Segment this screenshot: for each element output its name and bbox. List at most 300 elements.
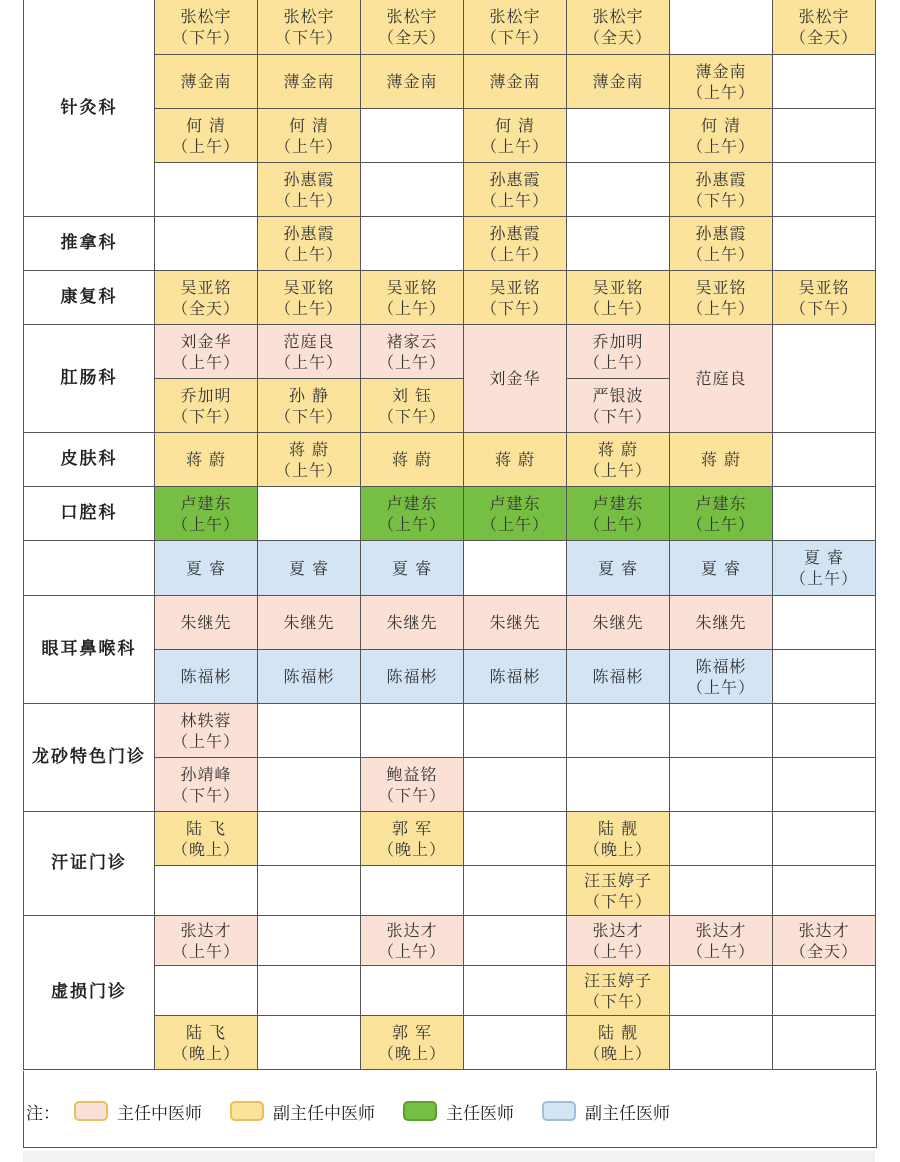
doctor-cell xyxy=(155,812,258,866)
empty-cell xyxy=(464,966,567,1016)
shift-time: （下午） xyxy=(171,28,240,47)
doctor-cell xyxy=(567,325,670,379)
doctor-name: 何 清 xyxy=(288,115,330,135)
doctor-cell xyxy=(361,325,464,379)
doctor-cell xyxy=(155,704,258,758)
doctor-cell xyxy=(464,325,567,433)
doctor-name: 陆 飞 xyxy=(185,818,227,838)
empty-cell xyxy=(773,487,876,541)
doctor-name: 蒋 蔚 xyxy=(288,439,330,459)
doctor-name: 张松宇 xyxy=(489,7,541,26)
shift-time: （下午） xyxy=(171,406,240,426)
shift-time: （晚上） xyxy=(583,1043,652,1063)
legend-item xyxy=(542,1099,670,1124)
shift-time: （上午） xyxy=(686,677,755,697)
empty-cell xyxy=(773,163,876,217)
doctor-cell xyxy=(258,541,361,596)
legend-label: 副主任医师 xyxy=(585,1103,670,1124)
doctor-name: 薄金南 xyxy=(283,72,335,91)
empty-cell xyxy=(773,966,876,1016)
shift-time: （晚上） xyxy=(377,839,446,859)
empty-cell xyxy=(361,966,464,1016)
shift-time: （全天） xyxy=(377,28,446,47)
shift-time: （下午） xyxy=(274,406,343,426)
doctor-cell xyxy=(361,0,464,55)
doctor-cell xyxy=(361,650,464,704)
doctor-cell xyxy=(258,379,361,433)
schedule-row xyxy=(24,0,876,55)
doctor-cell xyxy=(361,1016,464,1070)
doctor-cell xyxy=(670,487,773,541)
empty-cell xyxy=(567,163,670,217)
legend-items xyxy=(74,1099,698,1124)
legend-label: 主任医师 xyxy=(446,1103,514,1124)
empty-cell xyxy=(464,758,567,812)
department-name: 康复科 xyxy=(60,287,118,307)
shift-time: （上午） xyxy=(171,136,240,156)
doctor-name: 薄金南 xyxy=(592,72,644,91)
doctor-name: 薄金南 xyxy=(695,61,747,81)
doctor-name: 蒋 蔚 xyxy=(391,450,433,469)
empty-cell xyxy=(361,866,464,916)
shift-time: （晚上） xyxy=(583,839,652,859)
doctor-name: 范庭良 xyxy=(695,369,747,388)
doctor-cell xyxy=(258,217,361,271)
doctor-cell xyxy=(258,596,361,650)
doctor-cell xyxy=(670,433,773,487)
schedule-row xyxy=(24,916,876,966)
shift-time: （上午） xyxy=(274,190,343,210)
shift-time: （上午） xyxy=(686,244,755,264)
shift-time: （上午） xyxy=(274,460,343,480)
shift-time: （上午） xyxy=(686,298,755,318)
shift-time: （下午） xyxy=(583,406,652,426)
doctor-name: 刘金华 xyxy=(180,331,232,351)
doctor-name: 陈福彬 xyxy=(283,667,335,686)
doctor-name: 朱继先 xyxy=(695,613,747,632)
shift-time: （全天） xyxy=(789,941,858,961)
empty-cell xyxy=(567,217,670,271)
empty-cell xyxy=(464,704,567,758)
empty-cell xyxy=(464,541,567,596)
shift-time: （上午） xyxy=(171,941,240,961)
department-name: 推拿科 xyxy=(60,233,118,253)
doctor-cell xyxy=(567,541,670,596)
empty-cell xyxy=(567,758,670,812)
empty-cell xyxy=(773,325,876,433)
empty-cell xyxy=(773,758,876,812)
legend-swatch xyxy=(542,1101,576,1121)
doctor-name: 张达才 xyxy=(798,920,850,940)
schedule-row xyxy=(24,812,876,866)
shift-time: （上午） xyxy=(686,514,755,534)
legend-note: 注： xyxy=(26,1103,60,1124)
empty-cell xyxy=(361,109,464,163)
shift-time: （上午） xyxy=(480,514,549,534)
department-cell xyxy=(24,704,155,812)
doctor-name: 薄金南 xyxy=(180,72,232,91)
doctor-name: 卢建东 xyxy=(180,493,232,513)
shift-time: （下午） xyxy=(171,785,240,805)
doctor-name: 乔加明 xyxy=(180,385,232,405)
shift-time: （下午） xyxy=(377,785,446,805)
shift-time: （上午） xyxy=(480,136,549,156)
department-name: 肛肠科 xyxy=(60,368,118,388)
doctor-name: 陈福彬 xyxy=(489,667,541,686)
doctor-cell xyxy=(258,433,361,487)
doctor-name: 陈福彬 xyxy=(180,667,232,686)
shift-time: （全天） xyxy=(583,28,652,47)
doctor-cell xyxy=(773,916,876,966)
empty-cell xyxy=(258,812,361,866)
empty-cell xyxy=(773,650,876,704)
doctor-cell xyxy=(361,433,464,487)
doctor-cell xyxy=(155,596,258,650)
shift-time: （下午） xyxy=(789,298,858,318)
doctor-cell xyxy=(361,758,464,812)
doctor-name: 何 清 xyxy=(700,115,742,135)
schedule-body xyxy=(24,0,876,1070)
doctor-cell xyxy=(567,271,670,325)
doctor-cell xyxy=(155,758,258,812)
department-cell xyxy=(24,487,155,541)
doctor-cell xyxy=(464,0,567,55)
empty-cell xyxy=(773,55,876,109)
doctor-name: 孙惠霞 xyxy=(283,223,335,243)
shift-time: （全天） xyxy=(789,28,858,47)
doctor-cell xyxy=(567,596,670,650)
shift-time: （上午） xyxy=(583,941,652,961)
doctor-cell xyxy=(670,109,773,163)
doctor-name: 蒋 蔚 xyxy=(494,450,536,469)
legend-item xyxy=(74,1099,202,1124)
doctor-name: 张松宇 xyxy=(798,7,850,26)
doctor-name: 鲍益铭 xyxy=(386,764,438,784)
shift-time: （上午） xyxy=(377,352,446,372)
doctor-cell xyxy=(670,163,773,217)
doctor-cell xyxy=(464,55,567,109)
doctor-cell xyxy=(464,650,567,704)
doctor-name: 夏 睿 xyxy=(391,558,433,578)
shift-time: （上午） xyxy=(789,569,858,588)
legend-swatch xyxy=(230,1101,264,1121)
empty-cell xyxy=(670,966,773,1016)
shift-time: （上午） xyxy=(583,460,652,480)
doctor-name: 林轶蓉 xyxy=(180,710,232,730)
doctor-cell xyxy=(155,487,258,541)
empty-cell xyxy=(155,966,258,1016)
doctor-name: 孙惠霞 xyxy=(695,169,747,189)
doctor-cell xyxy=(670,596,773,650)
doctor-name: 孙惠霞 xyxy=(489,169,541,189)
department-cell xyxy=(24,325,155,433)
doctor-cell xyxy=(567,916,670,966)
empty-cell xyxy=(670,758,773,812)
doctor-name: 孙靖峰 xyxy=(180,764,232,784)
doctor-name: 朱继先 xyxy=(386,613,438,632)
doctor-name: 夏 睿 xyxy=(700,558,742,578)
doctor-cell xyxy=(567,866,670,916)
doctor-cell xyxy=(361,487,464,541)
shift-time: （上午） xyxy=(480,244,549,264)
empty-cell xyxy=(464,812,567,866)
doctor-cell xyxy=(155,541,258,596)
doctor-cell xyxy=(155,271,258,325)
empty-cell xyxy=(361,217,464,271)
doctor-name: 乔加明 xyxy=(592,331,644,351)
doctor-name: 卢建东 xyxy=(592,493,644,513)
shift-time: （下午） xyxy=(274,28,343,47)
doctor-cell xyxy=(567,966,670,1016)
doctor-cell xyxy=(361,916,464,966)
legend-label: 主任中医师 xyxy=(117,1103,202,1124)
empty-cell xyxy=(567,704,670,758)
shift-time: （上午） xyxy=(274,352,343,372)
doctor-cell xyxy=(567,812,670,866)
doctor-cell xyxy=(155,650,258,704)
empty-cell xyxy=(773,866,876,916)
doctor-cell xyxy=(567,1016,670,1070)
doctor-name: 张松宇 xyxy=(180,7,232,26)
doctor-cell xyxy=(361,271,464,325)
empty-cell xyxy=(773,433,876,487)
doctor-name: 何 清 xyxy=(185,115,227,135)
doctor-cell xyxy=(155,1016,258,1070)
empty-cell xyxy=(773,109,876,163)
shift-time: （下午） xyxy=(480,28,549,47)
shift-time: （上午） xyxy=(583,298,652,318)
doctor-cell xyxy=(361,812,464,866)
empty-cell xyxy=(258,1016,361,1070)
schedule-row xyxy=(24,596,876,650)
empty-cell xyxy=(464,916,567,966)
doctor-name: 蒋 蔚 xyxy=(185,450,227,469)
empty-cell xyxy=(361,704,464,758)
empty-cell xyxy=(258,916,361,966)
doctor-cell xyxy=(670,650,773,704)
empty-cell xyxy=(258,758,361,812)
doctor-name: 吴亚铭 xyxy=(489,277,541,297)
shift-time: （晚上） xyxy=(171,839,240,859)
doctor-name: 张松宇 xyxy=(283,7,335,26)
doctor-name: 卢建东 xyxy=(489,493,541,513)
department-name: 虚损门诊 xyxy=(51,982,127,1002)
doctor-name: 吴亚铭 xyxy=(283,277,335,297)
shift-time: （晚上） xyxy=(377,1043,446,1063)
doctor-cell xyxy=(155,55,258,109)
doctor-name: 薄金南 xyxy=(489,72,541,91)
doctor-cell xyxy=(258,163,361,217)
doctor-cell xyxy=(567,433,670,487)
doctor-cell xyxy=(361,596,464,650)
doctor-name: 张达才 xyxy=(386,920,438,940)
doctor-cell xyxy=(670,217,773,271)
schedule-row xyxy=(24,704,876,758)
doctor-name: 陈福彬 xyxy=(592,667,644,686)
doctor-name: 孙 静 xyxy=(288,385,330,405)
doctor-cell xyxy=(464,109,567,163)
department-cell xyxy=(24,596,155,704)
doctor-cell xyxy=(258,650,361,704)
shift-time: （上午） xyxy=(686,136,755,156)
shift-time: （下午） xyxy=(583,891,652,911)
doctor-cell xyxy=(258,55,361,109)
empty-cell xyxy=(567,109,670,163)
shift-time: （上午） xyxy=(274,298,343,318)
doctor-name: 孙惠霞 xyxy=(695,223,747,243)
empty-cell xyxy=(773,1016,876,1070)
doctor-name: 刘金华 xyxy=(489,369,541,388)
department-name: 龙砂特色门诊 xyxy=(32,747,146,767)
doctor-name: 张达才 xyxy=(592,920,644,940)
empty-cell xyxy=(773,812,876,866)
doctor-name: 朱继先 xyxy=(592,613,644,632)
legend-item xyxy=(403,1099,514,1124)
empty-cell xyxy=(670,812,773,866)
empty-cell xyxy=(258,704,361,758)
shift-time: （全天） xyxy=(171,298,240,318)
doctor-name: 严银波 xyxy=(592,385,644,405)
department-cell xyxy=(24,541,155,596)
schedule-row xyxy=(24,487,876,541)
empty-cell xyxy=(258,487,361,541)
department-cell xyxy=(24,217,155,271)
doctor-cell xyxy=(567,650,670,704)
doctor-cell xyxy=(567,0,670,55)
doctor-name: 郭 军 xyxy=(391,1022,433,1042)
department-name: 口腔科 xyxy=(60,503,118,523)
doctor-name: 薄金南 xyxy=(386,72,438,91)
doctor-name: 夏 睿 xyxy=(597,558,639,578)
empty-cell xyxy=(670,866,773,916)
empty-cell xyxy=(155,217,258,271)
shift-time: （上午） xyxy=(686,82,755,102)
empty-cell xyxy=(155,163,258,217)
schedule-table xyxy=(23,0,876,1070)
department-cell xyxy=(24,271,155,325)
bottom-bar xyxy=(23,1151,875,1162)
doctor-name: 朱继先 xyxy=(283,613,335,632)
shift-time: （下午） xyxy=(686,190,755,210)
department-name: 汗证门诊 xyxy=(51,853,127,873)
doctor-cell xyxy=(773,541,876,596)
legend-label: 副主任中医师 xyxy=(273,1103,375,1124)
department-cell xyxy=(24,812,155,916)
shift-time: （下午） xyxy=(583,991,652,1011)
doctor-name: 陆 靓 xyxy=(597,818,639,838)
doctor-name: 张松宇 xyxy=(386,7,438,26)
doctor-name: 卢建东 xyxy=(695,493,747,513)
department-name: 皮肤科 xyxy=(60,449,118,469)
doctor-name: 孙惠霞 xyxy=(489,223,541,243)
doctor-name: 陆 飞 xyxy=(185,1022,227,1042)
doctor-cell xyxy=(670,55,773,109)
doctor-name: 何 清 xyxy=(494,115,536,135)
doctor-name: 蒋 蔚 xyxy=(597,439,639,459)
doctor-name: 朱继先 xyxy=(180,613,232,632)
doctor-cell xyxy=(258,325,361,379)
doctor-cell xyxy=(567,55,670,109)
doctor-cell xyxy=(464,596,567,650)
doctor-name: 吴亚铭 xyxy=(386,277,438,297)
shift-time: （下午） xyxy=(377,406,446,426)
shift-time: （上午） xyxy=(274,244,343,264)
shift-time: （上午） xyxy=(274,136,343,156)
shift-time: （下午） xyxy=(480,298,549,318)
doctor-name: 吴亚铭 xyxy=(180,277,232,297)
doctor-cell xyxy=(670,541,773,596)
empty-cell xyxy=(155,866,258,916)
department-cell xyxy=(24,0,155,217)
doctor-name: 吴亚铭 xyxy=(695,277,747,297)
empty-cell xyxy=(258,966,361,1016)
doctor-name: 刘 钰 xyxy=(391,385,433,405)
schedule-row xyxy=(24,217,876,271)
empty-cell xyxy=(464,1016,567,1070)
schedule-row xyxy=(24,433,876,487)
doctor-cell xyxy=(567,487,670,541)
doctor-cell xyxy=(155,325,258,379)
doctor-name: 张达才 xyxy=(695,920,747,940)
department-cell xyxy=(24,433,155,487)
doctor-name: 朱继先 xyxy=(489,613,541,632)
doctor-cell xyxy=(773,0,876,55)
doctor-cell xyxy=(258,0,361,55)
empty-cell xyxy=(773,596,876,650)
department-name: 眼耳鼻喉科 xyxy=(41,639,137,659)
shift-time: （上午） xyxy=(377,514,446,534)
doctor-cell xyxy=(773,271,876,325)
shift-time: （上午） xyxy=(583,514,652,534)
schedule-row xyxy=(24,541,876,596)
doctor-cell xyxy=(155,109,258,163)
doctor-cell xyxy=(361,541,464,596)
shift-time: （上午） xyxy=(686,941,755,961)
doctor-cell xyxy=(155,0,258,55)
doctor-cell xyxy=(464,433,567,487)
doctor-name: 范庭良 xyxy=(283,331,335,351)
empty-cell xyxy=(773,704,876,758)
doctor-name: 吴亚铭 xyxy=(798,277,850,297)
schedule-row xyxy=(24,271,876,325)
doctor-name: 汪玉婷子 xyxy=(583,870,652,890)
doctor-cell xyxy=(464,271,567,325)
empty-cell xyxy=(464,866,567,916)
doctor-cell xyxy=(464,217,567,271)
department-name: 针灸科 xyxy=(60,97,118,118)
shift-time: （上午） xyxy=(171,514,240,534)
doctor-cell xyxy=(464,163,567,217)
legend-item xyxy=(230,1099,375,1124)
doctor-name: 汪玉婷子 xyxy=(583,970,652,990)
doctor-cell xyxy=(361,379,464,433)
empty-cell xyxy=(670,1016,773,1070)
doctor-cell xyxy=(464,487,567,541)
legend xyxy=(24,1097,698,1125)
shift-time: （上午） xyxy=(377,941,446,961)
department-cell xyxy=(24,916,155,1070)
doctor-cell xyxy=(155,433,258,487)
legend-swatch xyxy=(74,1101,108,1121)
doctor-cell xyxy=(361,55,464,109)
doctor-cell xyxy=(155,916,258,966)
legend-swatch xyxy=(403,1101,437,1121)
doctor-name: 蒋 蔚 xyxy=(700,450,742,469)
shift-time: （上午） xyxy=(377,298,446,318)
empty-cell xyxy=(773,217,876,271)
doctor-cell xyxy=(155,379,258,433)
doctor-name: 夏 睿 xyxy=(803,548,845,567)
